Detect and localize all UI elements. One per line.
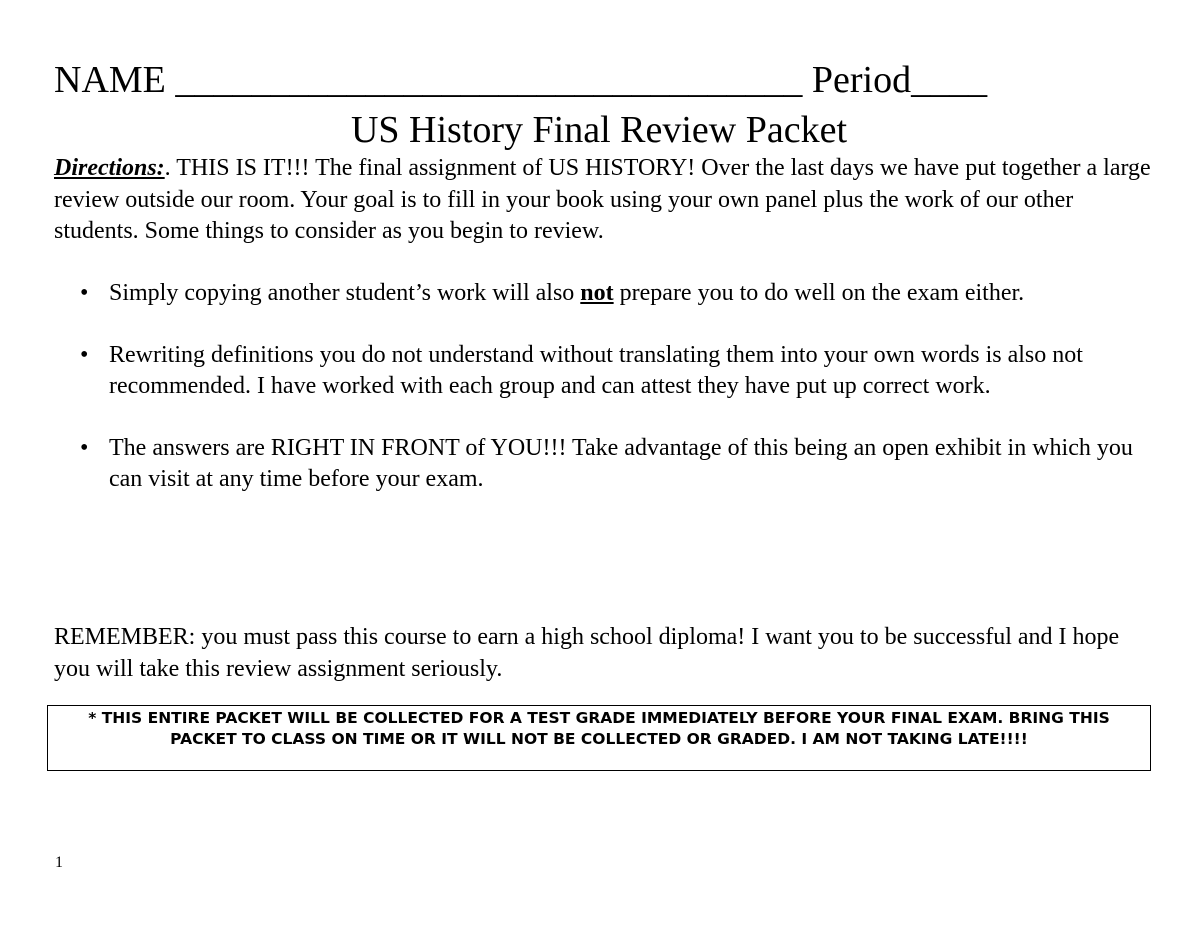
name-blank: _________________________________ bbox=[175, 59, 803, 101]
name-period-line bbox=[54, 58, 987, 102]
bullet-icon: • bbox=[80, 280, 89, 306]
bullet-text-before: Simply copying another student’s work will also bbox=[109, 280, 581, 306]
bullet-text: The answers are RIGHT IN FRONT of YOU!!! Take advantage of this being an open exhibit in which you can visit at any time before your exam. bbox=[109, 434, 1133, 492]
bullet-icon: • bbox=[80, 434, 89, 461]
bullet-text: Rewriting definitions you do not understand without translating them into your own words is also not recommended. I have worked with each group and can attest they have put up correct work. bbox=[109, 341, 1083, 399]
period-blank: ____ bbox=[911, 59, 988, 101]
list-item bbox=[54, 433, 1154, 496]
list-item bbox=[54, 340, 1154, 403]
tips-list bbox=[54, 278, 1154, 526]
bullet-emphasis: not bbox=[580, 280, 614, 306]
collection-notice-text: * THIS ENTIRE PACKET WILL BE COLLECTED FOR A TEST GRADE IMMEDIATELY BEFORE YOUR FINAL EXAM. BRING THIS PACKET TO CLASS ON TIME OR IT WILL NOT BE COLLECTED OR GRADED. I AM NOT TAKING LATE!!!! bbox=[88, 709, 1110, 748]
page-title-text: US History Final Review Packet bbox=[350, 109, 848, 151]
page-number: 1 bbox=[55, 854, 63, 871]
list-item bbox=[54, 278, 1154, 310]
directions-paragraph bbox=[54, 153, 1154, 248]
directions-text: . THIS IS IT!!! The final assignment of US HISTORY! Over the last days we have put together a large review outside our room. Your goal is to fill in your book using your own panel plus the work of our other students. Some things to consider as you begin to review. bbox=[54, 155, 1151, 244]
remember-paragraph: REMEMBER: you must pass this course to earn a high school diploma! I want you to be successful and I hope you will take this review assignment seriously. bbox=[54, 624, 1120, 682]
name-label: NAME bbox=[54, 59, 166, 101]
collection-notice-box bbox=[47, 705, 1151, 771]
page-title bbox=[0, 108, 1200, 152]
bullet-icon: • bbox=[80, 341, 89, 368]
directions-label: Directions: bbox=[54, 155, 165, 181]
period-label: Period bbox=[811, 59, 912, 101]
bullet-text-after: prepare you to do well on the exam either. bbox=[613, 280, 1025, 306]
